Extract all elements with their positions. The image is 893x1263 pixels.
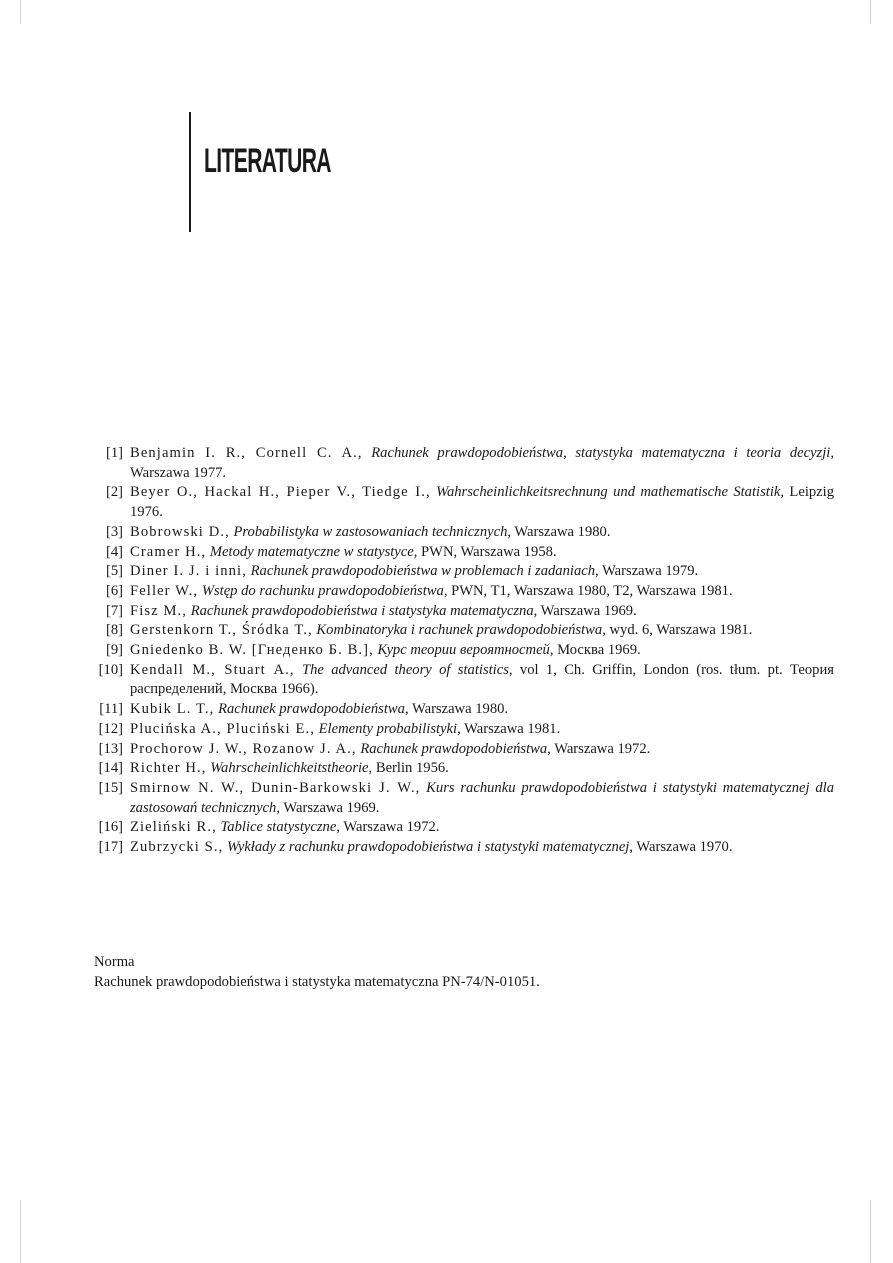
- reference-number: [8]: [105, 622, 123, 639]
- norma-text: Rachunek prawdopodobieństwa i statystyka matematyczna PN-74/N-01051.: [94, 974, 540, 990]
- reference-details: Warszawa 1977.: [130, 464, 227, 481]
- reference-authors: Benjamin I. R., Cornell C. A.,: [130, 445, 363, 461]
- reference-item: [94, 444, 834, 483]
- reference-title: Metody matematyczne w statystyce,: [209, 543, 418, 560]
- reference-title: Rachunek prawdopodobieństwa,: [360, 740, 551, 757]
- reference-authors: Kendall M., Stuart A.,: [130, 661, 295, 678]
- reference-details: Москва 1969.: [557, 642, 641, 659]
- reference-number: [9]: [105, 642, 123, 659]
- reference-number: [13]: [98, 740, 123, 757]
- reference-number: [16]: [98, 819, 123, 836]
- reference-details: Warszawa 1972.: [554, 740, 651, 757]
- reference-authors: Feller W.,: [130, 582, 199, 599]
- reference-item: [94, 759, 834, 779]
- reference-authors: Bobrowski D.,: [130, 523, 230, 540]
- reference-number: [12]: [98, 720, 123, 737]
- reference-body: [130, 720, 834, 740]
- norma-label: Norma: [94, 954, 135, 970]
- scan-edge-mark: [20, 1200, 21, 1263]
- reference-item: [94, 779, 834, 818]
- reference-details: wyd. 6, Warszawa 1981.: [609, 622, 753, 639]
- reference-body: [130, 740, 834, 760]
- reference-title: Rachunek prawdopodobieństwa,: [218, 701, 409, 718]
- reference-item: [94, 523, 834, 543]
- reference-item: [94, 740, 834, 760]
- reference-details: Warszawa 1980.: [514, 523, 611, 540]
- reference-authors: Richter H.,: [130, 760, 207, 777]
- reference-item: [94, 641, 834, 661]
- reference-item: [94, 483, 834, 522]
- reference-authors: Plucińska A., Pluciński E.,: [130, 720, 315, 737]
- reference-title: Probabilistyka w zastosowaniach technicznych,: [233, 523, 512, 540]
- scan-edge-mark: [870, 0, 871, 24]
- reference-number: [6]: [105, 582, 123, 599]
- reference-item: [94, 562, 834, 582]
- reference-number: [15]: [98, 779, 123, 796]
- reference-item: [94, 543, 834, 563]
- reference-title: The advanced theory of statistics,: [301, 661, 513, 678]
- reference-title: Rachunek prawdopodobieństwa w problemach i zadaniach,: [250, 563, 599, 580]
- reference-title: Wykłady z rachunku prawdopodobieństwa i statystyki matematycznej,: [227, 839, 633, 856]
- scan-edge-mark: [20, 0, 21, 24]
- title-rule: [189, 112, 191, 232]
- reference-details: Warszawa 1969.: [283, 799, 380, 816]
- page-title: LITERATURA: [204, 142, 331, 180]
- reference-body: [130, 543, 834, 563]
- reference-title: Rachunek prawdopodobieństwa i statystyka matematyczna,: [190, 602, 538, 619]
- reference-authors: Fisz M.,: [130, 602, 188, 619]
- reference-number: [14]: [98, 760, 123, 777]
- reference-number: [17]: [98, 839, 123, 856]
- reference-number: [3]: [105, 523, 123, 540]
- reference-title: Wstęp do rachunku prawdopodobieństwa,: [201, 582, 448, 599]
- reference-body: [130, 444, 834, 483]
- scan-edge-mark: [870, 1200, 871, 1263]
- reference-body: [130, 562, 834, 582]
- reference-title: Курс теории вероятностей,: [377, 642, 554, 659]
- reference-authors: Zieliński R.,: [130, 819, 217, 836]
- reference-details: Warszawa 1979.: [602, 563, 699, 580]
- reference-body: [130, 523, 834, 543]
- reference-list: [94, 444, 834, 858]
- reference-details: Warszawa 1969.: [540, 602, 637, 619]
- reference-title: Wahrscheinlichkeitstheorie,: [210, 760, 373, 777]
- reference-item: [94, 818, 834, 838]
- reference-number: [11]: [99, 701, 123, 718]
- reference-authors: Diner I. J. i inni,: [130, 563, 247, 580]
- reference-item: [94, 582, 834, 602]
- reference-title: Tablice statystyczne,: [220, 819, 340, 836]
- reference-authors: Kubik L. T.,: [130, 701, 215, 718]
- reference-body: [130, 483, 834, 522]
- reference-number: [1]: [105, 445, 123, 461]
- reference-details: Warszawa 1981.: [464, 720, 561, 737]
- reference-details: Warszawa 1972.: [343, 819, 440, 836]
- reference-authors: Smirnow N. W., Dunin-Barkowski J. W.,: [130, 779, 421, 796]
- reference-number: [4]: [105, 543, 123, 560]
- reference-body: [130, 818, 834, 838]
- reference-item: [94, 700, 834, 720]
- reference-title: Kombinatoryka i rachunek prawdopodobieństwa,: [316, 622, 606, 639]
- reference-item: [94, 621, 834, 641]
- norma-section: [94, 952, 540, 992]
- reference-details: vol 1, Ch. Griffin, London (ros. tłum. pt. Теория распределений, Москва 1966).: [130, 661, 834, 698]
- reference-title: Elementy probabilistyki,: [318, 720, 461, 737]
- reference-body: [130, 779, 834, 818]
- reference-item: [94, 661, 834, 700]
- reference-item: [94, 602, 834, 622]
- reference-details: Leipzig 1976.: [130, 484, 834, 521]
- reference-details: Berlin 1956.: [375, 760, 449, 777]
- reference-details: Warszawa 1980.: [411, 701, 509, 718]
- reference-authors: Beyer O., Hackal H., Pieper V., Tiedge I.,: [130, 484, 431, 501]
- reference-authors: Cramer H.,: [130, 543, 207, 560]
- reference-body: [130, 700, 834, 720]
- reference-details: Warszawa 1970.: [636, 839, 733, 856]
- reference-body: [130, 661, 834, 700]
- reference-title: Wahrscheinlichkeitsrechnung und mathematische Statistik,: [436, 484, 785, 501]
- reference-authors: Prochorow J. W., Rozanow J. A.,: [130, 740, 357, 757]
- reference-number: [2]: [105, 484, 123, 501]
- reference-body: [130, 641, 834, 661]
- reference-details: PWN, T1, Warszawa 1980, T2, Warszawa 1981.: [451, 582, 733, 599]
- reference-body: [130, 759, 834, 779]
- reference-details: PWN, Warszawa 1958.: [421, 543, 557, 560]
- reference-title: Rachunek prawdopodobieństwa, statystyka matematyczna i teoria decyzji,: [371, 445, 834, 461]
- reference-body: [130, 582, 834, 602]
- reference-body: [130, 602, 834, 622]
- reference-title: Kurs rachunku prawdopodobieństwa i statystyki matematycznej dla zastosowań technicznych,: [130, 779, 834, 816]
- reference-number: [7]: [105, 602, 123, 619]
- reference-authors: Gerstenkorn T., Śródka T.,: [130, 622, 313, 639]
- reference-body: [130, 621, 834, 641]
- reference-authors: Gniedenko B. W. [Гнеденко Б. В.],: [130, 642, 374, 659]
- reference-item: [94, 720, 834, 740]
- reference-body: [130, 838, 834, 858]
- reference-number: [5]: [105, 563, 123, 580]
- reference-number: [10]: [98, 661, 123, 678]
- reference-authors: Zubrzycki S.,: [130, 839, 224, 856]
- reference-item: [94, 838, 834, 858]
